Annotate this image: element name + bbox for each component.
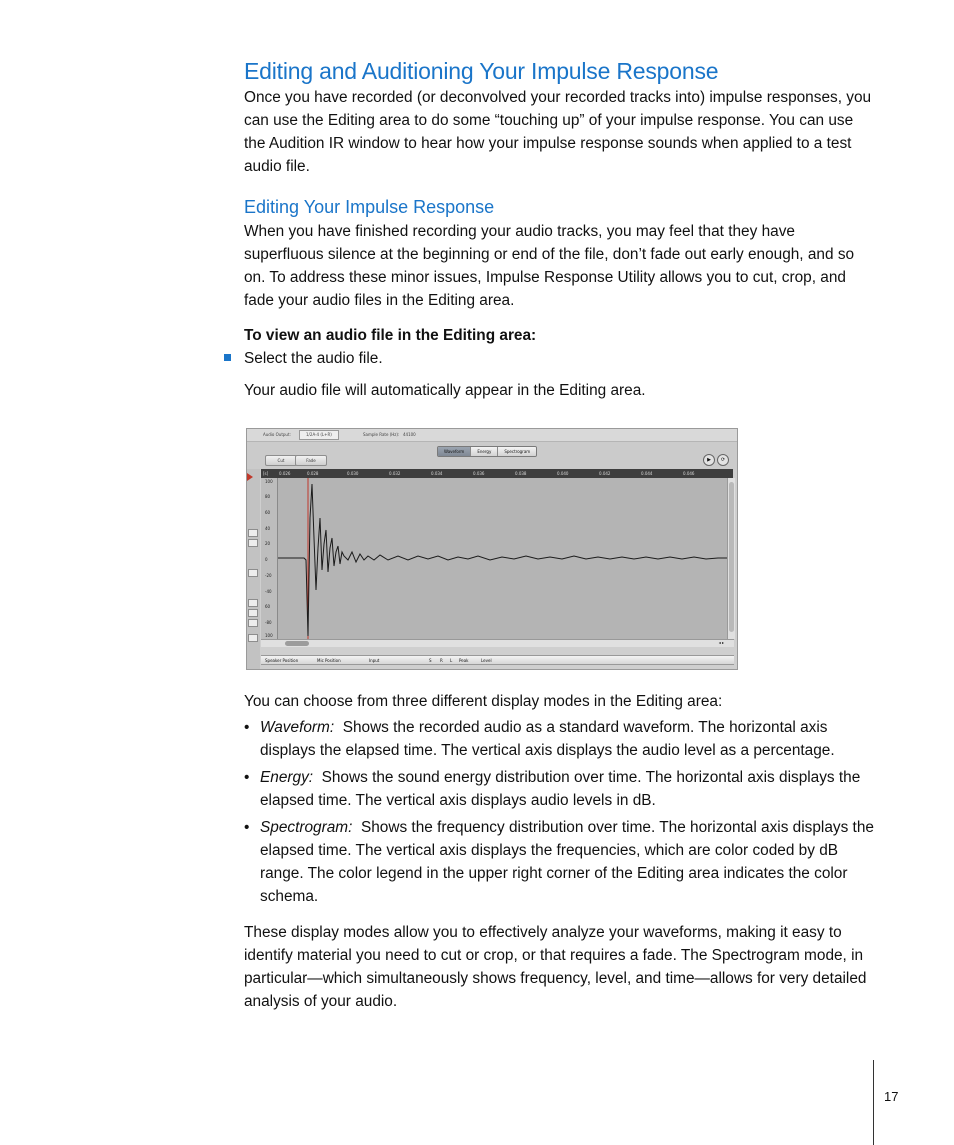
section-heading: Editing Your Impulse Response — [244, 197, 495, 217]
y-tick: -40 — [265, 589, 272, 594]
mode-name: Waveform: — [260, 719, 335, 736]
screenshot-top-bar — [247, 429, 737, 442]
positions-table-header — [261, 655, 734, 665]
bullet-icon: • — [244, 769, 250, 786]
ruler-tick: 0.038 — [515, 471, 527, 476]
list-item — [244, 716, 874, 762]
column-header[interactable]: S — [429, 658, 432, 663]
tab-energy[interactable]: Energy — [471, 447, 498, 456]
column-header[interactable]: Level — [481, 658, 492, 663]
cut-button[interactable]: Cut — [265, 455, 297, 466]
bullet-icon: • — [244, 719, 250, 736]
tool-button[interactable] — [248, 569, 258, 577]
display-mode-tabs — [437, 446, 537, 457]
y-tick: 40 — [265, 526, 271, 531]
tab-spectrogram[interactable]: Spectrogram — [498, 447, 536, 456]
ruler-tick: 0.040 — [557, 471, 569, 476]
page-title: Editing and Auditioning Your Impulse Response — [244, 58, 719, 84]
step-text: Select the audio file. — [244, 350, 383, 367]
column-header[interactable]: Input — [369, 658, 380, 663]
sample-rate-value: 44100 — [403, 432, 416, 437]
y-tick: -20 — [265, 573, 272, 578]
step-bullet-icon — [224, 354, 231, 361]
y-tick: 100 — [265, 479, 273, 484]
mode-description: Shows the frequency distribution over time. The horizontal axis displays the elapsed time. The vertical axis displays the frequencies, which are color coded by dB range. The color legend in the upper right corner of the Editing area indicates the color schema. — [260, 819, 874, 905]
horizontal-scrollbar[interactable] — [261, 639, 734, 647]
waveform-svg — [278, 478, 727, 639]
mode-description: Shows the recorded audio as a standard waveform. The horizontal axis displays the elapsed time. The vertical axis displays the audio level as a percentage. — [260, 719, 835, 759]
list-item — [244, 816, 874, 908]
ruler-tick: 0.032 — [389, 471, 401, 476]
tool-button[interactable] — [248, 529, 258, 537]
ruler-tick: 0.026 — [279, 471, 291, 476]
column-header[interactable]: R — [440, 658, 443, 663]
scroll-arrows-icon[interactable]: ◂ ▸ — [718, 640, 724, 645]
footer-divider — [873, 1060, 874, 1145]
list-item — [244, 766, 874, 812]
sample-rate-label: Sample Rate (Hz): — [363, 432, 400, 437]
ruler-tick: 0.028 — [307, 471, 319, 476]
time-ruler — [261, 469, 733, 478]
display-modes-list — [244, 716, 874, 912]
y-axis — [261, 478, 278, 639]
play-icon[interactable]: ▶ — [703, 454, 715, 466]
ruler-unit: [s] — [263, 471, 269, 476]
y-tick: -80 — [265, 620, 272, 625]
y-tick: 80 — [265, 494, 271, 499]
column-header[interactable]: Speaker Position — [265, 658, 299, 663]
audio-output-label: Audio Output: — [263, 432, 291, 437]
tool-button[interactable] — [248, 634, 258, 642]
section-paragraph: When you have finished recording your audio tracks, you may feel that they have superfluous silence at the beginning or end of the file, don’t fade out early enough, and so on. To address these minor issues, Impulse Response Utility allows you to cut, crop, and fade your audio files in the Editing area. — [244, 223, 855, 309]
task-heading: To view an audio file in the Editing area: — [244, 327, 537, 344]
closing-paragraph: These display modes allow you to effectively analyze your waveforms, making it easy to identify material you need to cut or crop, or that requires a fade. The Spectrogram mode, in particular—which simultaneously shows frequency, level, and time—allows for very detailed analysis of your audio. — [244, 924, 867, 1010]
page-number: 17 — [884, 1089, 899, 1104]
tab-waveform[interactable]: Waveform — [438, 447, 471, 456]
y-tick: 20 — [265, 541, 271, 546]
ruler-tick: 0.042 — [599, 471, 611, 476]
y-tick: 60 — [265, 510, 271, 515]
bullet-icon: • — [244, 819, 250, 836]
ruler-tick: 0.046 — [683, 471, 695, 476]
vertical-scrollbar[interactable] — [727, 478, 735, 639]
editing-area-screenshot — [246, 428, 738, 670]
mode-description: Shows the sound energy distribution over time. The horizontal axis displays the elapsed time. The vertical axis displays audio levels in dB. — [260, 769, 861, 809]
ruler-tick: 0.036 — [473, 471, 485, 476]
tool-button[interactable] — [248, 539, 258, 547]
tool-button[interactable] — [248, 599, 258, 607]
modes-intro: You can choose from three different display modes in the Editing area: — [244, 693, 723, 710]
horizontal-scroll-thumb[interactable] — [285, 641, 309, 646]
loop-icon[interactable]: ⟳ — [717, 454, 729, 466]
tool-button[interactable] — [248, 619, 258, 627]
step-result: Your audio file will automatically appear in the Editing area. — [244, 382, 646, 399]
ruler-tick: 0.034 — [431, 471, 443, 476]
ruler-tick: 0.044 — [641, 471, 653, 476]
tool-button[interactable] — [248, 609, 258, 617]
playhead-marker-icon — [247, 473, 253, 481]
waveform-plot[interactable] — [278, 478, 727, 639]
fade-button[interactable]: Fade — [295, 455, 327, 466]
mode-name: Energy: — [260, 769, 314, 786]
audio-output-select[interactable]: 1/2A-4 (L+R) — [299, 430, 339, 440]
mode-name: Spectrogram: — [260, 819, 353, 836]
column-header[interactable]: L — [450, 658, 453, 663]
column-header[interactable]: Mic Position — [317, 658, 341, 663]
left-tool-strip — [247, 469, 260, 669]
intro-paragraph: Once you have recorded (or deconvolved your recorded tracks into) impulse responses, you can use the Editing area to do some “touching up” of your impulse response. You can use the Audition IR window to hear how your impulse response sounds when applied to a test audio file. — [244, 89, 872, 175]
column-header[interactable]: Peak — [459, 658, 469, 663]
y-tick: 100 — [265, 633, 273, 638]
y-tick: 0 — [265, 557, 268, 562]
waveform-line — [278, 484, 727, 636]
y-tick: 60 — [265, 604, 271, 609]
ruler-tick: 0.030 — [347, 471, 359, 476]
control-bar — [247, 442, 737, 470]
vertical-scroll-thumb[interactable] — [729, 482, 734, 632]
